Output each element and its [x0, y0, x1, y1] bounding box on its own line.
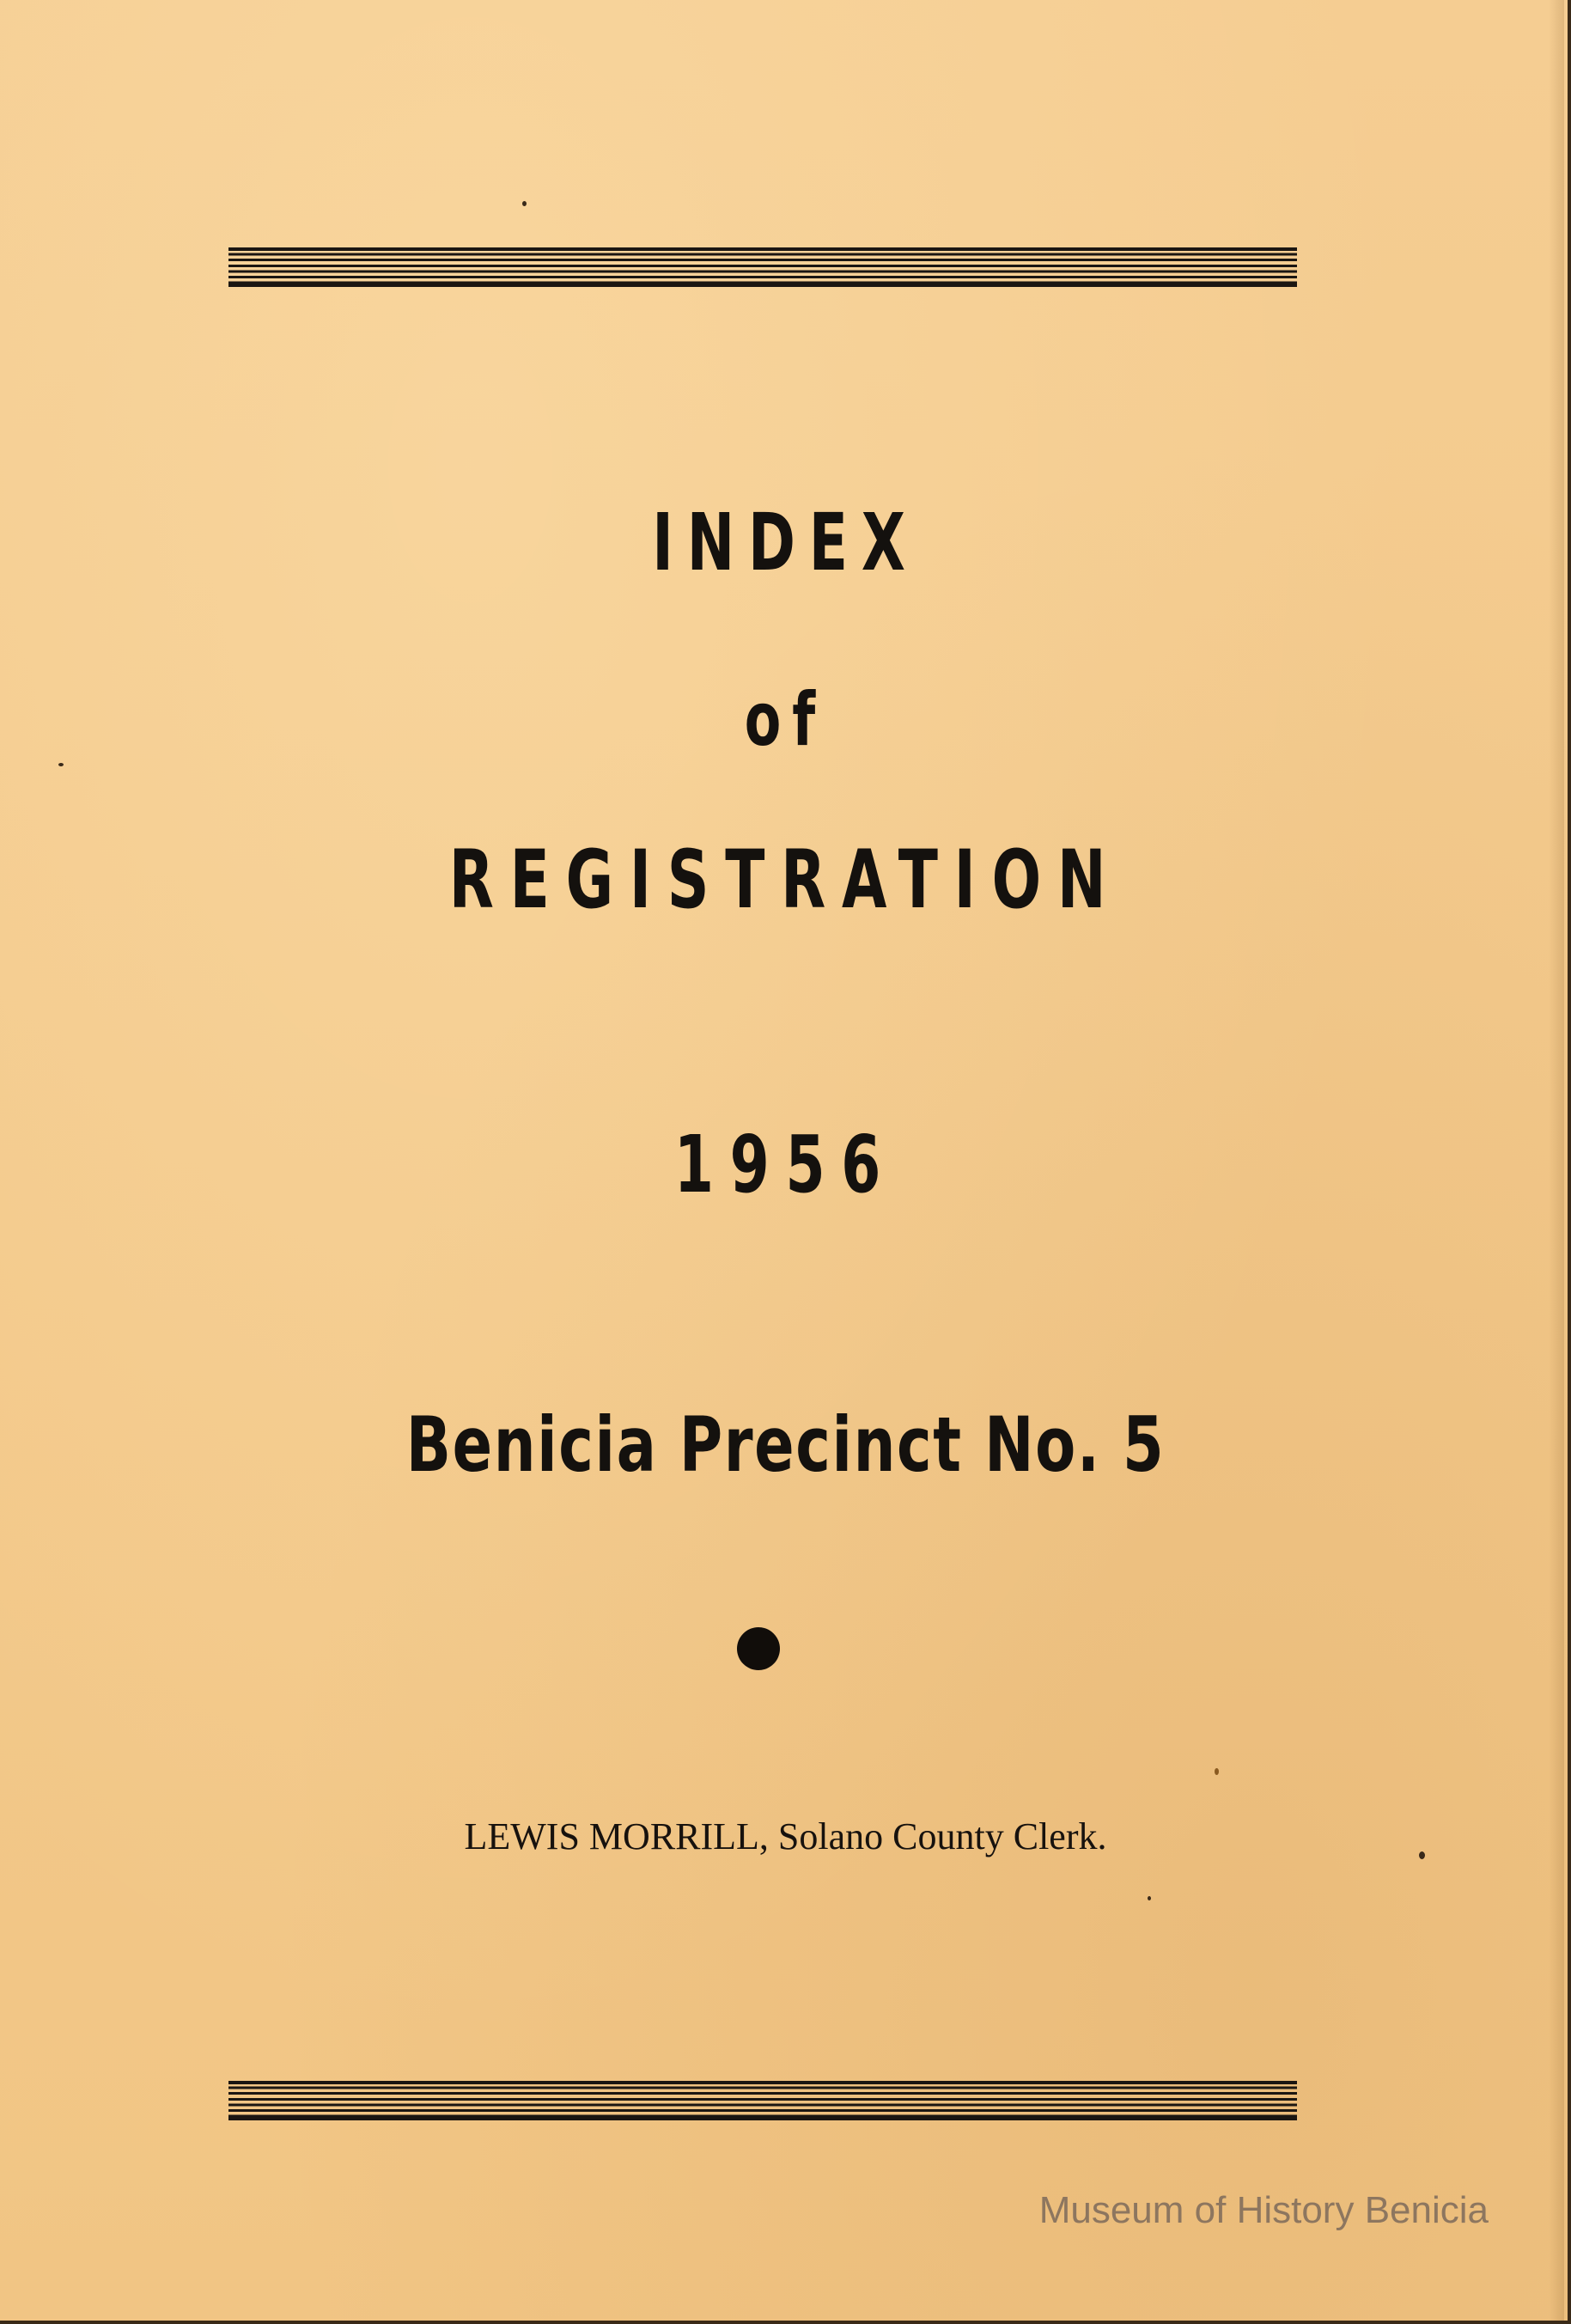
page-edge-shadow [1549, 0, 1564, 2321]
paper-speck [1148, 1896, 1151, 1900]
title-of: of [744, 677, 827, 763]
top-decorative-rule [228, 247, 1297, 287]
museum-watermark: Museum of History Benicia [1038, 2189, 1489, 2231]
title-registration: REGISTRATION [448, 833, 1123, 927]
bullet-dot-icon [737, 1627, 780, 1670]
paper-speck [1419, 1851, 1425, 1859]
bottom-decorative-rule [228, 2081, 1297, 2120]
year-heading: 1956 [673, 1119, 898, 1211]
precinct-heading: Benicia Precinct No. 5 [405, 1400, 1166, 1489]
paper-speck [58, 763, 64, 766]
clerk-line: LEWIS MORRILL, Solano County Clerk. [464, 1815, 1107, 1857]
title-index: INDEX [652, 497, 919, 589]
paper-speck [1215, 1768, 1219, 1775]
paper-speck [522, 201, 527, 206]
